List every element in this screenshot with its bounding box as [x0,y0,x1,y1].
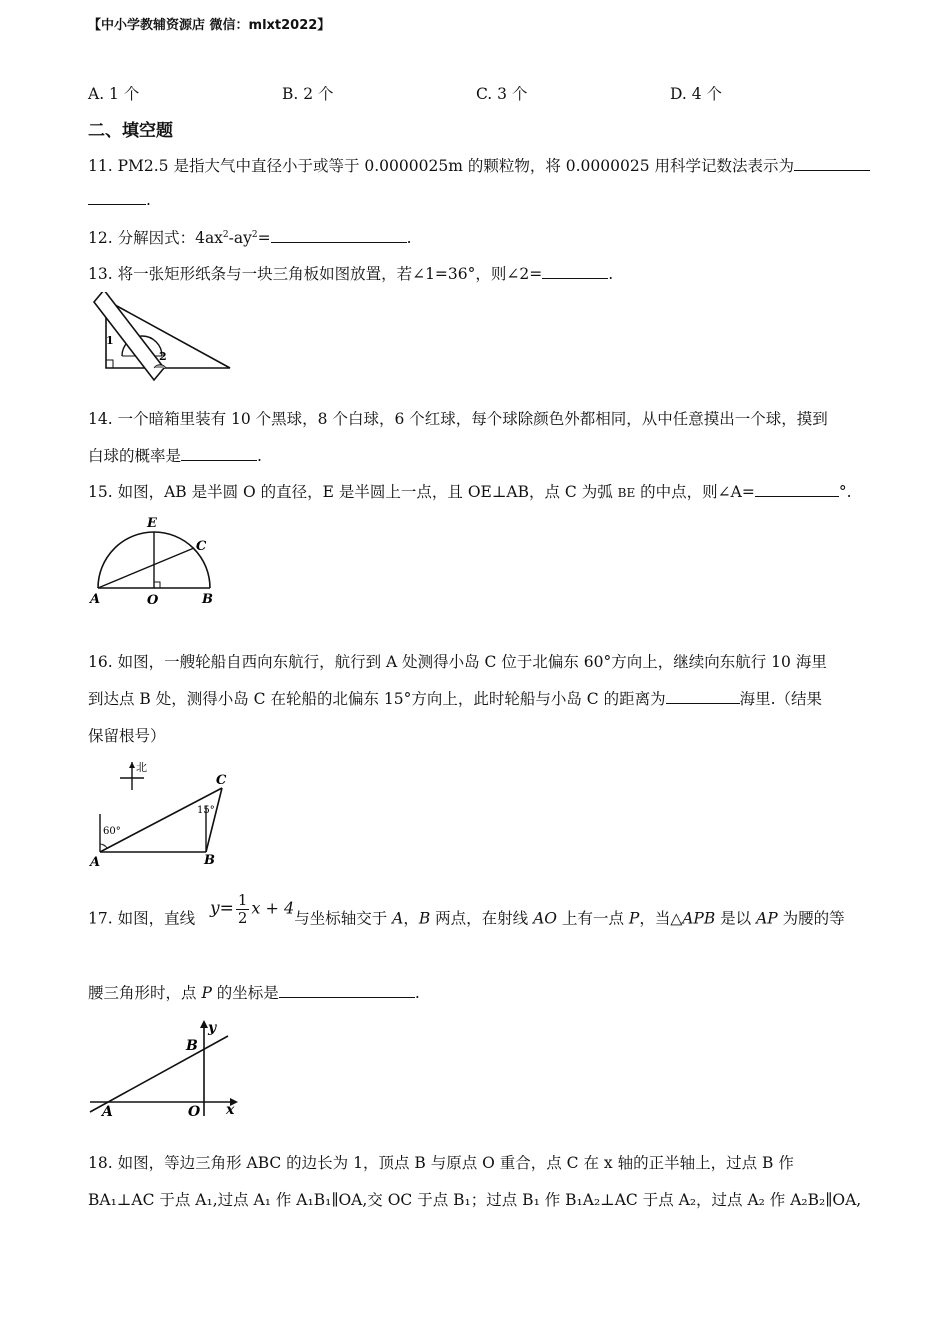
q16-line3: 保留根号） [88,727,166,745]
q17-eq-y: y [210,898,220,919]
q14-tail: . [257,447,262,465]
q17-p2: P [201,984,212,1002]
q15-text-a: 15. 如图，AB 是半圆 O 的直径，E 是半圆上一点，且 OE⊥AB，点 C 为弧 [88,483,618,501]
q16-label-b: B [204,853,215,868]
watermark-header: 【中小学教辅资源店 微信：mlxt2022】 [88,18,331,33]
option-c: C. 3 个 [476,85,528,103]
q16-text-b: 海里.（结果 [739,690,823,708]
q13-tail: . [608,265,614,283]
q14-line1: 14. 一个暗箱里装有 10 个黑球，8 个白球，6 个红球，每个球除颜色外都相同，从中任意摸出一个球，摸到 [88,410,828,428]
q15-label-c: C [196,539,207,554]
q17-frac-den: 2 [237,909,248,927]
q12-mid: -ay [228,229,252,247]
q15-label-e: E [147,516,157,531]
q17-frac-num: 1 [237,891,248,909]
option-b: B. 2 个 [282,85,334,103]
q16-line1: 16. 如图，一艘轮船自西向东航行，航行到 A 处测得小岛 C 位于北偏东 60°方向上，继续向东航行 10 海里 [88,653,827,671]
q17-tail: . [414,984,420,1002]
q16-figure [86,756,236,872]
q15-text-b: 的中点，则∠A= [635,483,755,501]
q12-sup1: 2 [222,229,229,240]
q13-figure [86,292,236,384]
q17-label-b: B [186,1038,198,1054]
q17-waist: 为腰的等 [777,909,845,928]
q11-tail: . [146,191,151,209]
q13-label-1: 1 [106,334,114,347]
q17-p: P [628,909,640,928]
q12-line [88,226,412,248]
q17-comma: ， [403,909,419,928]
q13-text: 13. 将一张矩形纸条与一块三角板如图放置，若∠1=36°，则∠2= [88,265,543,283]
q12-blank[interactable] [271,228,407,243]
q15-label-a: A [90,592,101,607]
q11-line1 [88,154,870,176]
q15-arc: BE [617,486,636,500]
q18-line1: 18. 如图，等边三角形 ABC 的边长为 1，顶点 B 与原点 O 重合，点 C 在 x 轴的正半轴上，过点 B 作 [88,1154,794,1172]
q17-mid: 与坐标轴交于 [294,909,393,928]
q17-line2 [88,981,420,1003]
q16-label-a: A [90,855,101,870]
q16-north-label: 北 [136,761,147,774]
q11-blank-2[interactable] [88,190,146,205]
q17-axis-y: y [208,1020,217,1036]
q13-line [88,262,613,284]
option-a: A. 1 个 [88,85,140,103]
q11-blank-1[interactable] [794,156,870,171]
q14-line2 [88,444,262,466]
q17-b: B [418,909,431,928]
q13-label-2: 2 [159,350,167,363]
q16-label-c: C [216,773,227,788]
q12-eq: = [257,229,271,247]
q17-on: 上有一点 [557,909,629,928]
q17-blank[interactable] [279,983,415,998]
q17-is: 是以 [715,909,757,928]
q17-line1 [88,891,845,937]
q16-angle-15: 15° [197,805,215,816]
q14-blank[interactable] [181,446,257,461]
q12-sup2: 2 [251,229,258,240]
q16-text-a: 到达点 B 处，测得小岛 C 在轮船的北偏东 15°方向上，此时轮船与小岛 C 的距离为 [88,690,666,708]
q17-text-2a: 腰三角形时，点 [88,984,202,1002]
q15-blank[interactable] [755,482,839,497]
q17-axis-x: x [226,1102,235,1118]
q17-text-2b: 的坐标是 [211,984,279,1002]
q17-label-a: A [102,1104,113,1120]
q17-a: A [392,909,404,928]
q17-ao: AO [533,909,558,928]
q16-angle-60: 60° [103,826,121,837]
q17-eq-eq: = [219,898,234,919]
q12-prefix: 12. 分解因式：4ax [88,229,223,247]
q17-when: ，当△ [639,909,683,928]
q15-line [88,480,852,502]
q14-text: 白球的概率是 [88,447,182,465]
q12-tail: . [406,229,412,247]
q17-after-b: 两点，在射线 [430,909,534,928]
q16-line2 [88,687,822,709]
q17-eq-rest: x + 4 [251,898,295,918]
q15-figure [86,512,222,608]
q11-line2 [88,190,151,209]
q17-label-o: O [188,1104,201,1120]
q15-label-o: O [147,593,159,608]
section-title: 二、填空题 [88,121,173,141]
q17-prefix: 17. 如图，直线 [88,909,196,928]
q13-blank[interactable] [542,264,608,279]
q17-equation [210,892,294,927]
q18-line2: BA₁⊥AC 于点 A₁,过点 A₁ 作 A₁B₁∥OA,交 OC 于点 B₁；过点 B₁ 作 B₁A₂⊥AC 于点 A₂，过点 A₂ 作 A₂B₂∥OA, [88,1191,862,1209]
q17-ap: AP [756,909,778,928]
q16-blank[interactable] [666,689,740,704]
q17-figure [86,1016,246,1120]
option-d: D. 4 个 [670,85,723,103]
q15-label-b: B [202,592,213,607]
q11-text: 11. PM2.5 是指大气中直径小于或等于 0.0000025m 的颗粒物，将 0.0000025 用科学记数法表示为 [88,157,795,175]
q15-tail: °. [838,483,852,501]
q17-fraction [236,892,250,927]
q17-apb: APB [682,909,716,928]
